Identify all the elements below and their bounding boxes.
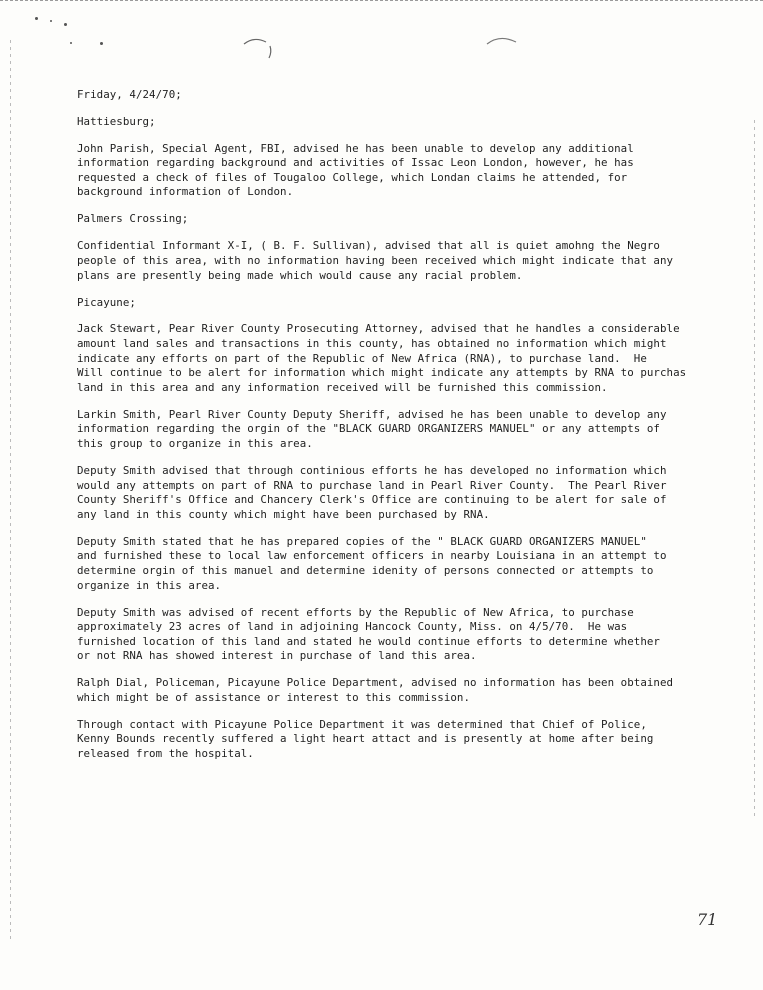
paragraph-line: furnished location of this land and stated he would continue efforts to determine whether: [77, 634, 660, 648]
top-scan-edge: [0, 0, 763, 3]
report-paragraph: [77, 606, 737, 664]
paragraph-line: plans are presently being made which would cause any racial problem.: [77, 268, 523, 282]
report-paragraph: [77, 718, 737, 762]
scan-speck: [50, 20, 52, 22]
paragraph-line: amount land sales and transactions in this county, has obtained no information which might: [77, 337, 667, 351]
paragraph-line: Ralph Dial, Policeman, Picayune Police Department, advised no information has been obtained: [77, 676, 674, 690]
scan-speck: [70, 42, 72, 44]
paragraph-line: any land in this county which might have been purchased by RNA.: [77, 507, 490, 521]
paragraph-line: Confidential Informant X-I, ( B. F. Sullivan), advised that all is quiet amohng the Negro: [77, 239, 660, 253]
paragraph-line: would any attempts on part of RNA to purchase land in Pearl River County. The Pearl River: [77, 478, 667, 492]
paragraph-line: Deputy Smith stated that he has prepared copies of the " BLACK GUARD ORGANIZERS MANUEL": [77, 534, 647, 548]
report-body: [77, 88, 737, 774]
paragraph-line: Jack Stewart, Pear River County Prosecuting Attorney, advised that he handles a considerable: [77, 322, 680, 336]
report-date: Friday, 4/24/70;: [77, 88, 182, 101]
section-heading: Hattiesburg;: [77, 114, 156, 128]
paragraph-line: Deputy Smith was advised of recent efforts by the Republic of New Africa, to purchase: [77, 605, 634, 619]
paragraph-line: approximately 23 acres of land in adjoining Hancock County, Miss. on 4/5/70. He was: [77, 620, 628, 634]
paragraph-line: John Parish, Special Agent, FBI, advised he has been unable to develop any additional: [77, 141, 634, 155]
paragraph-line: background information of London.: [77, 185, 294, 199]
page-number: 71: [697, 910, 718, 929]
report-paragraph: [77, 322, 737, 395]
report-paragraph: [77, 464, 737, 522]
scan-speck: [100, 42, 103, 45]
left-scan-edge: [10, 40, 11, 940]
scan-speck: [64, 23, 67, 26]
paragraph-line: released from the hospital.: [77, 747, 254, 761]
paragraph-line: information regarding background and activities of Issac Leon London, however, he has: [77, 156, 634, 170]
punch-hole-mark: [240, 36, 280, 66]
paragraph-line: people of this area, with no information having been received which might indicate that any: [77, 253, 674, 267]
paragraph-line: indicate any efforts on part of the Republic of New Africa (RNA), to purchase land. He: [77, 351, 647, 365]
paragraph-line: Deputy Smith advised that through continious efforts he has developed no information which: [77, 464, 667, 478]
paragraph-line: requested a check of files of Tougaloo College, which Londan claims he attended, for: [77, 170, 628, 184]
punch-hole-mark: [484, 32, 524, 52]
right-scan-edge: [754, 120, 755, 820]
section-heading: Picayune;: [77, 295, 136, 309]
paragraph-line: land in this area and any information received will be furnished this commission.: [77, 380, 608, 394]
paragraph-line: which might be of assistance or interest to this commission.: [77, 690, 471, 704]
paragraph-line: determine orgin of this manuel and determine idenity of persons connected or attempts to: [77, 563, 654, 577]
paragraph-line: this group to organize in this area.: [77, 437, 313, 451]
paragraph-line: Will continue to be alert for information which might indicate any attempts by RNA to purchas: [77, 366, 687, 380]
paragraph-line: Through contact with Picayune Police Department it was determined that Chief of Police,: [77, 717, 647, 731]
paragraph-line: Larkin Smith, Pearl River County Deputy Sheriff, advised he has been unable to develop any: [77, 407, 667, 421]
paragraph-line: information regarding the orgin of the "BLACK GUARD ORGANIZERS MANUEL" or any attempts of: [77, 422, 660, 436]
paragraph-line: Kenny Bounds recently suffered a light heart attact and is presently at home after being: [77, 732, 654, 746]
report-paragraph: [77, 535, 737, 593]
report-paragraph: [77, 408, 737, 452]
paragraph-line: organize in this area.: [77, 578, 222, 592]
report-paragraph: [77, 142, 737, 200]
section-heading: Palmers Crossing;: [77, 212, 189, 226]
paragraph-line: and furnished these to local law enforcement officers in nearby Louisiana in an attempt to: [77, 549, 667, 563]
paragraph-line: County Sheriff's Office and Chancery Clerk's Office are continuing to be alert for sale of: [77, 493, 667, 507]
report-paragraph: [77, 676, 737, 705]
report-paragraph: [77, 239, 737, 283]
scan-speck: [35, 17, 38, 20]
paragraph-line: or not RNA has showed interest in purchase of land this area.: [77, 649, 477, 663]
